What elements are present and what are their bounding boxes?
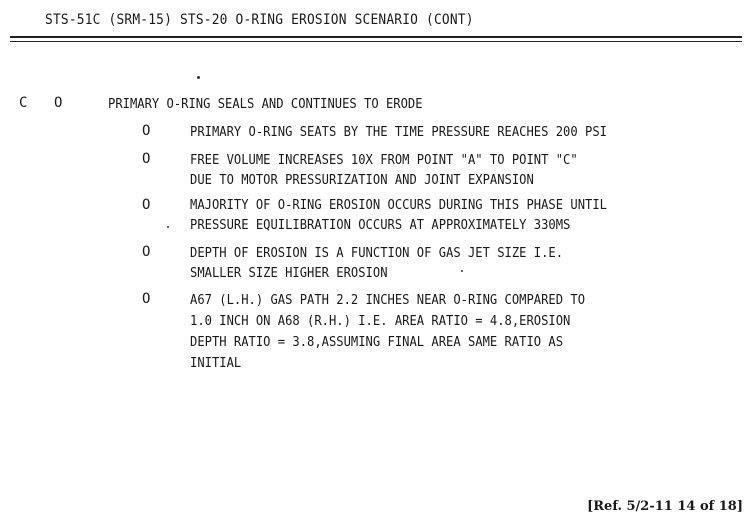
section-letter: C (19, 95, 28, 111)
section-bullet: O (54, 95, 63, 111)
section-heading: PRIMARY O-RING SEALS AND CONTINUES TO ERODE (108, 96, 423, 112)
item-text-line: A67 (L.H.) GAS PATH 2.2 INCHES NEAR O-RING COMPARED TO (190, 292, 586, 308)
page-title: STS-51C (SRM-15) STS-20 O-RING EROSION SCENARIO (CONT) (45, 12, 474, 28)
item-text-line: PRESSURE EQUILIBRATION OCCURS AT APPROXIMATELY 330MS (190, 217, 571, 233)
item-text-line: SMALLER SIZE HIGHER EROSION (190, 265, 388, 281)
scan-speck (197, 76, 200, 79)
header-rule-thick (10, 36, 742, 38)
item-text-line: MAJORITY OF O-RING EROSION OCCURS DURING THIS PHASE UNTIL (190, 197, 607, 213)
reference-footer: [Ref. 5/2-11 14 of 18] (587, 499, 743, 514)
item-text-line: DEPTH RATIO = 3.8,ASSUMING FINAL AREA SAME RATIO AS (190, 334, 564, 350)
scan-speck (461, 270, 463, 272)
header-rule-thin (10, 41, 742, 42)
item-bullet: O (142, 197, 151, 213)
item-text-line: DEPTH OF EROSION IS A FUNCTION OF GAS JET SIZE I.E. (190, 245, 564, 261)
item-text-line: PRIMARY O-RING SEATS BY THE TIME PRESSURE REACHES 200 PSI (190, 124, 607, 140)
item-bullet: O (142, 291, 151, 307)
item-text-line: DUE TO MOTOR PRESSURIZATION AND JOINT EXPANSION (190, 172, 534, 188)
item-text-line: 1.0 INCH ON A68 (R.H.) I.E. AREA RATIO = 4.8,EROSION (190, 313, 571, 329)
scan-speck (167, 226, 169, 228)
item-text-line: INITIAL (190, 355, 242, 371)
item-bullet: O (142, 151, 151, 167)
item-text-line: FREE VOLUME INCREASES 10X FROM POINT "A" TO POINT "C" (190, 152, 578, 168)
item-bullet: O (142, 123, 151, 139)
item-bullet: O (142, 244, 151, 260)
